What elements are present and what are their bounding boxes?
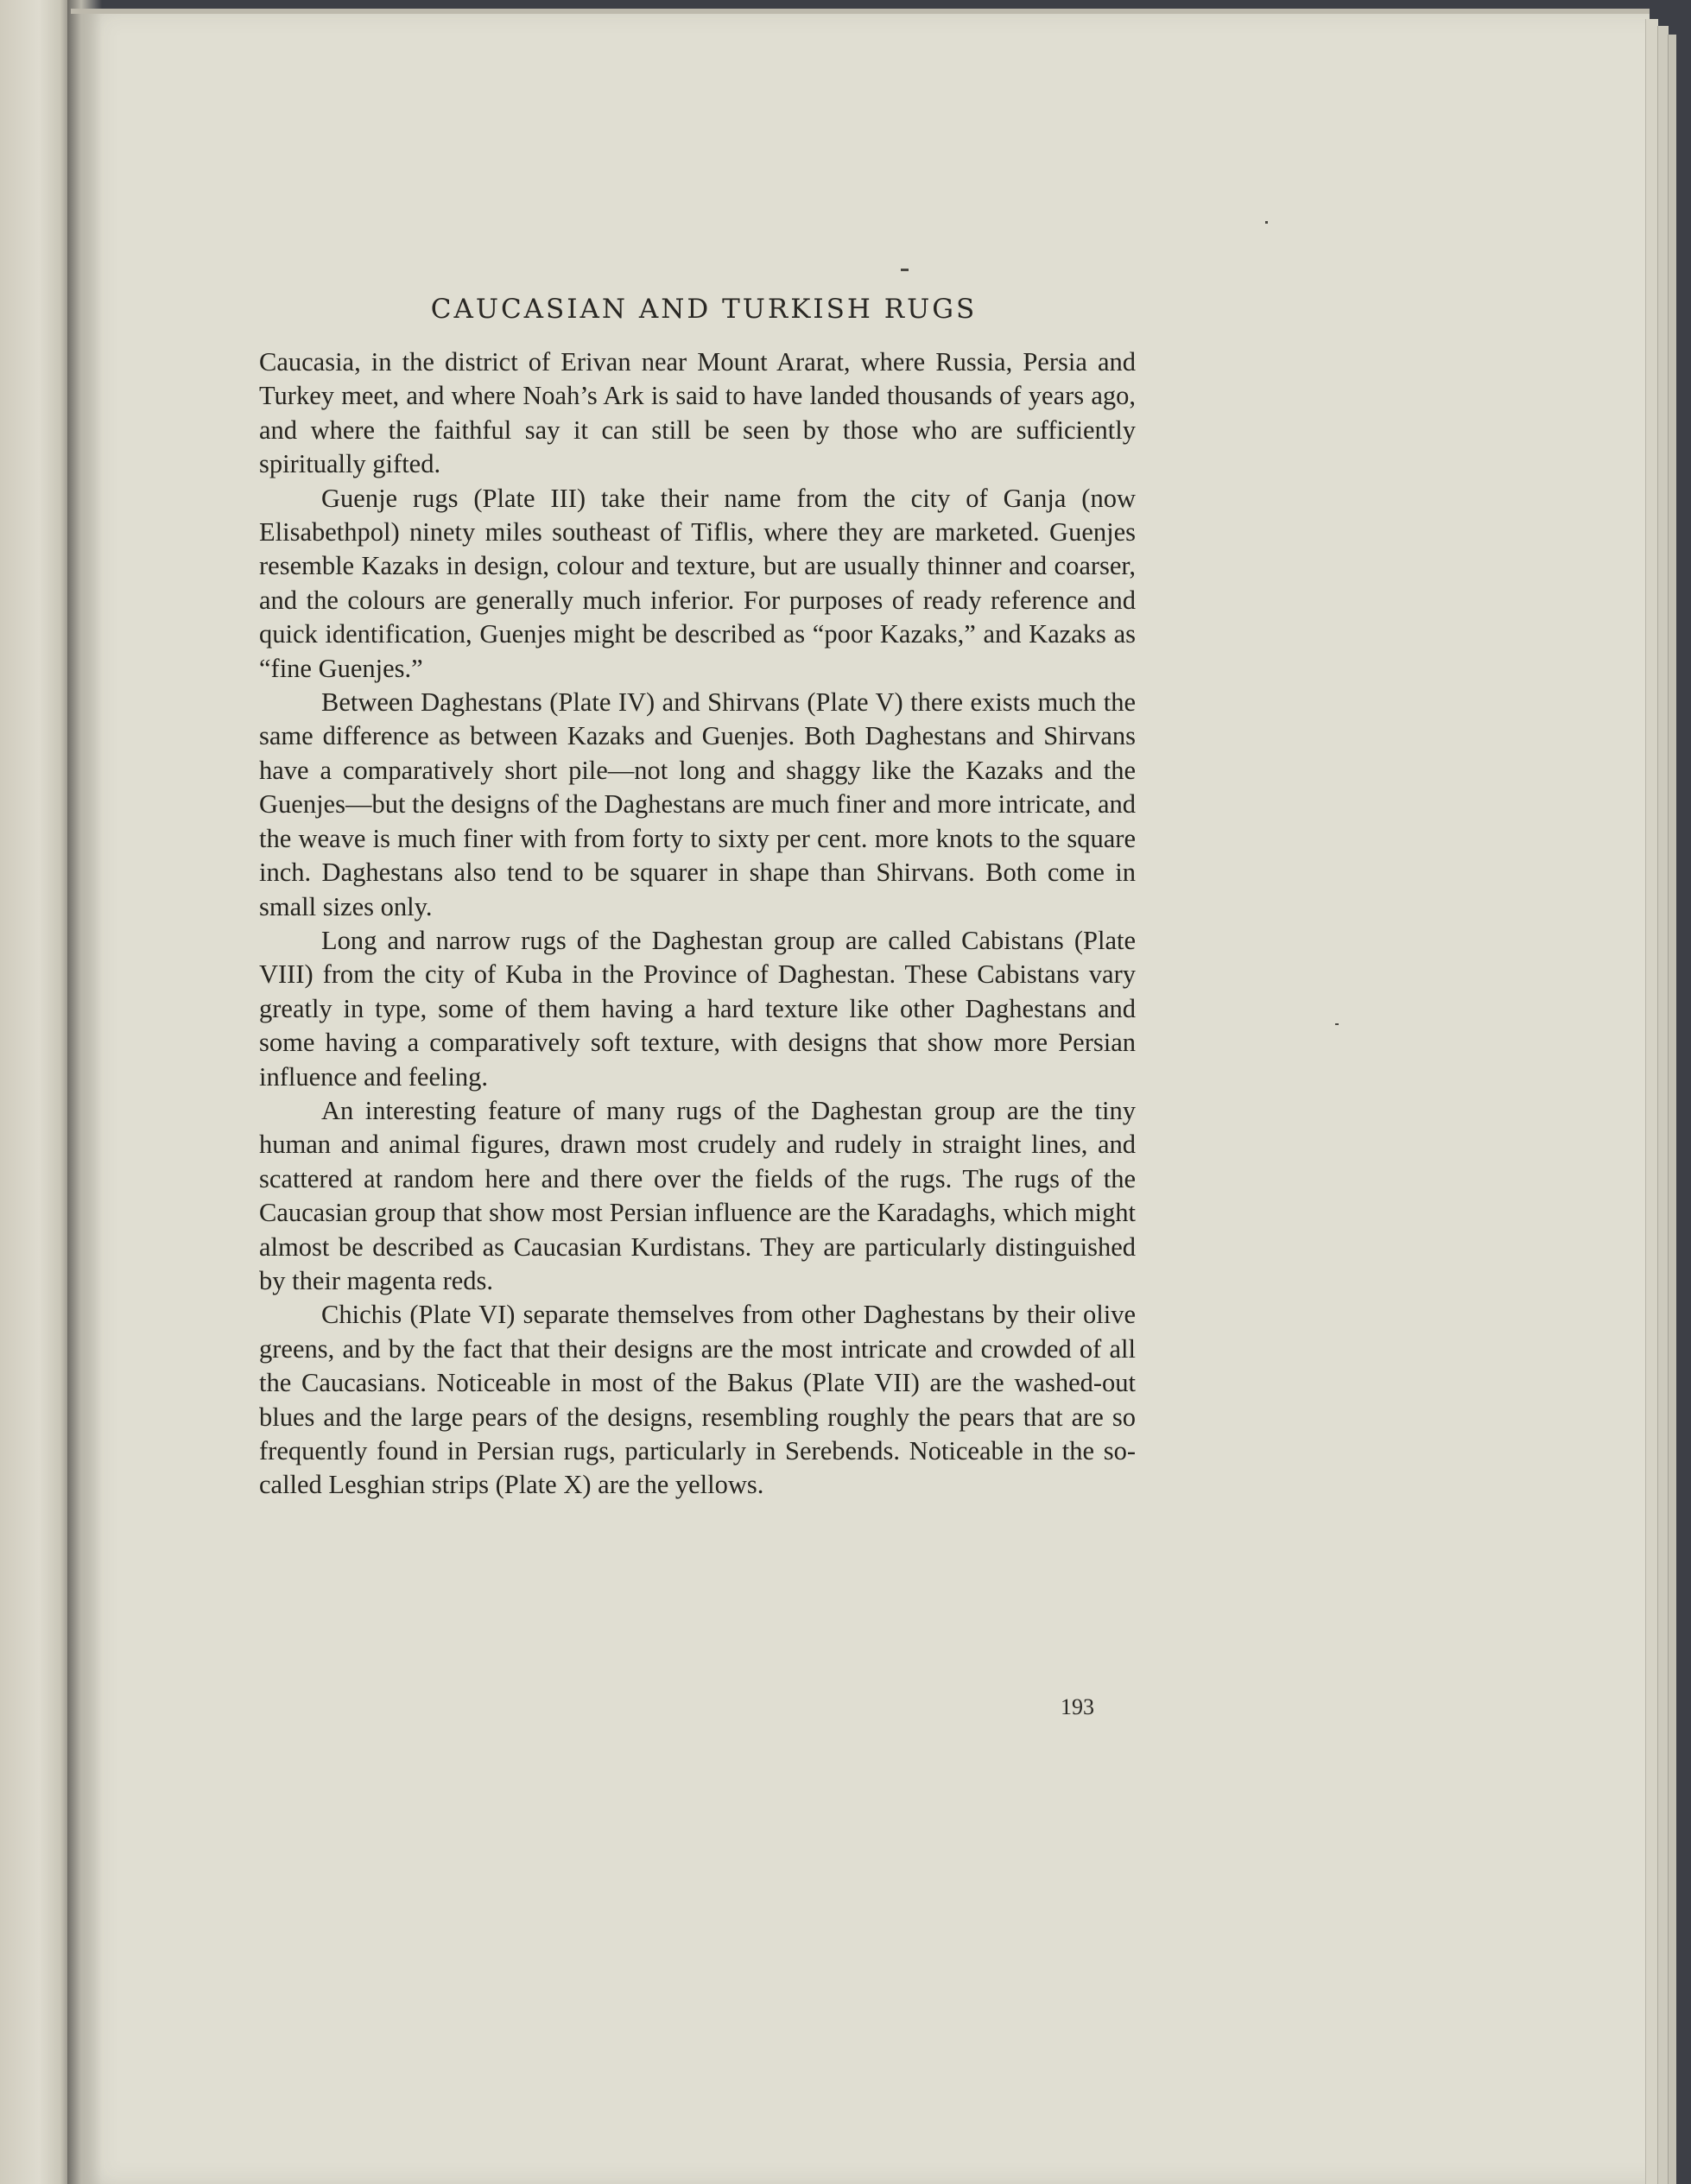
body-text — [259, 345, 1136, 1503]
paragraph: Caucasia, in the district of Erivan near Mount Ararat, where Russia, Persia and Turkey meet, and where Noah’s Ark is said to have landed thousands of years ago, and where the faithful say it can still be seen by those who are sufficiently spiritually gifted. — [259, 347, 1136, 479]
page-stack-edge — [1645, 19, 1658, 2184]
paragraph: Between Daghestans (Plate IV) and Shirvans (Plate V) there exists much the same difference as between Kazaks and Guenjes. Both Daghestans and Shirvans have a comparatively short pile—not long and shaggy like the Kazaks and the Guenjes—but the designs of the Daghestans are much finer and more intricate, and the weave is much finer with from forty to sixty per cent. more knots to the square inch. Daghestans also tend to be squarer in shape than Shirvans. Both come in small sizes only. — [259, 687, 1136, 921]
page-top-edge — [71, 9, 1650, 14]
paragraph: Guenje rugs (Plate III) take their name from the city of Ganja (now Elisabethpol) ninety miles southeast of Tiflis, where they are marketed. Guenjes resemble Kazaks in design, colour and texture, but are usually thinner and coarser, and the colours are generally much inferior. For purposes of ready reference and quick identification, Guenjes might be described as “poor Kazaks,” and Kazaks as “fine Guenjes.” — [259, 483, 1136, 683]
previous-page-edge — [0, 0, 71, 2184]
ink-speck — [901, 269, 909, 271]
running-head: CAUCASIAN AND TURKISH RUGS — [430, 294, 978, 325]
paragraph: Chichis (Plate VI) separate themselves from other Daghestans by their olive greens, and by the fact that their designs are the most intricate and crowded of all the Caucasians. Noticeable in most of the Bakus (Plate VII) are the washed-out blues and the large pears of the designs, resembling roughly the pears that are so frequently found in Persian rugs, particularly in Serebends. Noticeable in the so-called Lesghian strips (Plate X) are the yellows. — [259, 1300, 1136, 1500]
page-stack-edge — [1668, 35, 1676, 2184]
page-number: 193 — [1061, 1694, 1094, 1719]
ink-speck — [1335, 1023, 1339, 1025]
paragraph: An interesting feature of many rugs of the Daghestan group are the tiny human and animal figures, drawn most crudely and rudely in straight lines, and scattered at random here and there over the fields of the rugs. The rugs of the Caucasian group that show most Persian influence are the Karadaghs, which might almost be described as Caucasian Kurdistans. They are particularly distinguished by their magenta reds. — [259, 1095, 1136, 1295]
paragraph: Long and narrow rugs of the Daghestan group are called Cabistans (Plate VIII) from the city of Kuba in the Province of Daghestan. These Cabistans vary greatly in type, some of them having a hard texture like other Daghestans and some having a comparatively soft texture, with designs that show more Persian influence and feeling. — [259, 925, 1136, 1092]
ink-speck — [1265, 221, 1268, 224]
gutter-shadow — [67, 0, 102, 2184]
